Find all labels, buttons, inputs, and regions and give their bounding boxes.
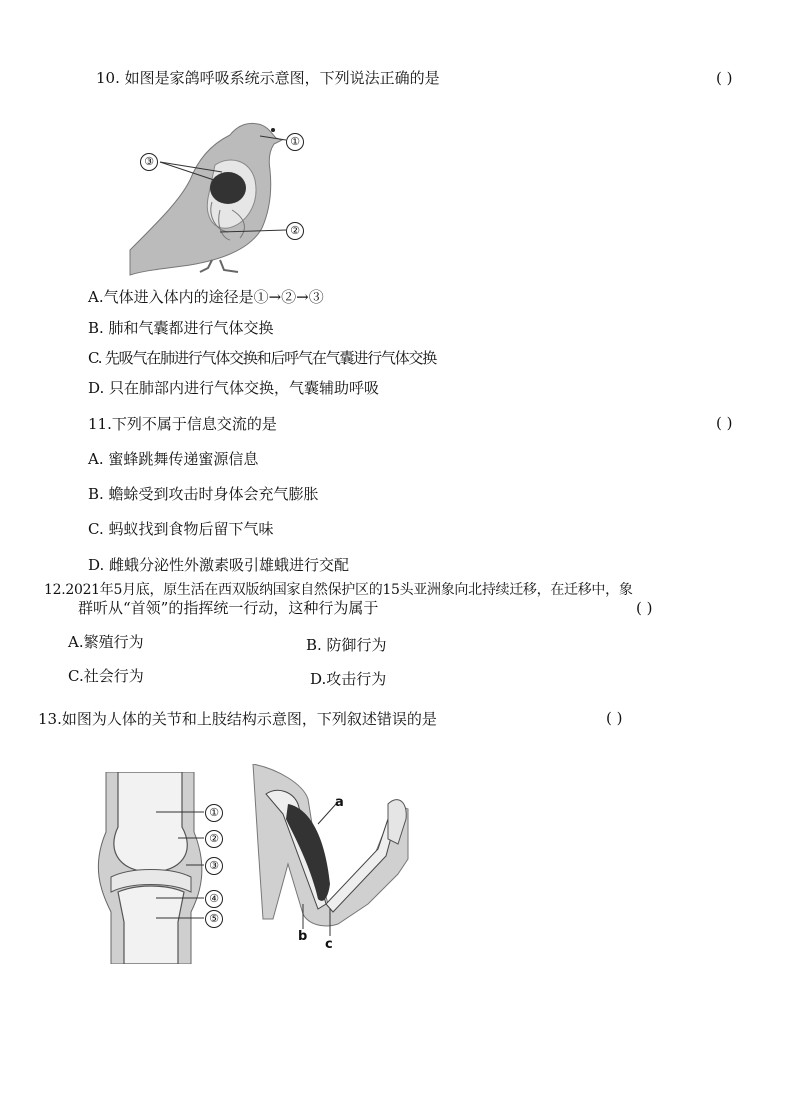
pigeon-label-2: ② (286, 222, 304, 240)
pigeon-label-1: ① (286, 133, 304, 151)
q10-stem: 10. 如图是家鸽呼吸系统示意图，下列说法正确的是 (96, 69, 440, 87)
q12-answer-blank[interactable]: ( ) (636, 599, 653, 617)
q12-option-c[interactable]: C.社会行为 (68, 667, 144, 685)
q10-option-b[interactable]: B. 肺和气囊都进行气体交换 (88, 319, 274, 337)
arm-figure (248, 764, 413, 954)
q12-option-a[interactable]: A.繁殖行为 (68, 633, 144, 651)
q10-option-a[interactable]: A.气体进入体内的途径是①→②→③ (88, 288, 324, 306)
joint-label-5: ⑤ (205, 910, 223, 928)
q10-answer-blank[interactable]: ( ) (716, 69, 733, 87)
q11-option-c[interactable]: C. 蚂蚁找到食物后留下气味 (88, 520, 274, 538)
q10-option-d[interactable]: D. 只在肺部内进行气体交换，气囊辅助呼吸 (88, 379, 380, 397)
joint-figure (96, 772, 206, 964)
q11-answer-blank[interactable]: ( ) (716, 414, 733, 432)
q12-option-d[interactable]: D.攻击行为 (310, 670, 387, 688)
q11-stem: 11.下列不属于信息交流的是 (88, 415, 277, 433)
joint-label-4: ④ (205, 890, 223, 908)
q12-stem-line2: 群听从“首领”的指挥统一行动，这种行为属于 (78, 599, 379, 617)
joint-label-2: ② (205, 830, 223, 848)
q10-option-c[interactable]: C. 先吸气在肺进行气体交换和后呼气在气囊进行气体交换 (88, 349, 437, 367)
q13-answer-blank[interactable]: ( ) (606, 709, 623, 727)
q11-option-b[interactable]: B. 蟾蜍受到攻击时身体会充气膨胀 (88, 485, 319, 503)
pigeon-label-3: ③ (140, 153, 158, 171)
arm-label-c: c (325, 937, 333, 952)
arm-label-b: b (298, 929, 308, 944)
joint-label-3: ③ (205, 857, 223, 875)
q11-option-d[interactable]: D. 雌蛾分泌性外激素吸引雄蛾进行交配 (88, 556, 350, 574)
q12-stem-line1: 12.2021年5月底，原生活在西双版纳国家自然保护区的15头亚洲象向北持续迁移，在迁移中，象 (44, 582, 633, 598)
joint-label-1: ① (205, 804, 223, 822)
q12-option-b[interactable]: B. 防御行为 (306, 636, 387, 654)
q13-stem: 13.如图为人体的关节和上肢结构示意图，下列叙述错误的是 (38, 710, 437, 728)
q11-option-a[interactable]: A. 蜜蜂跳舞传递蜜源信息 (88, 450, 259, 468)
arm-label-a: a (335, 795, 344, 810)
